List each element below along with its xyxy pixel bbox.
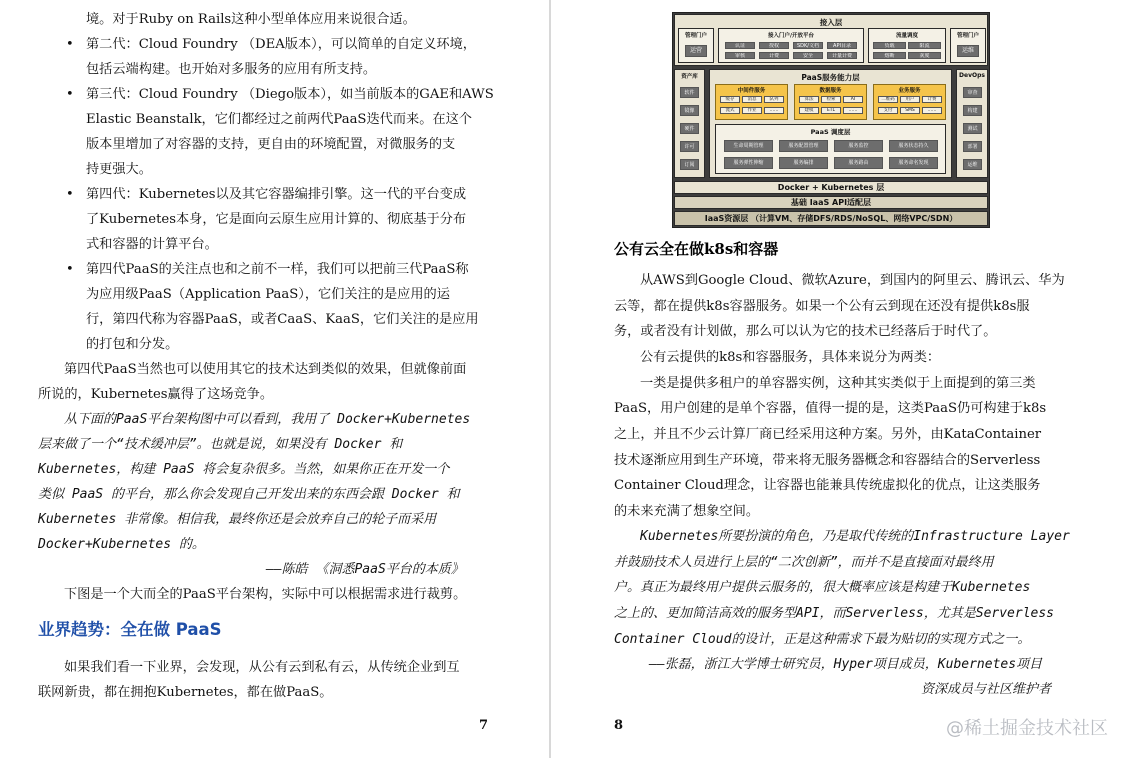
quote-line: Kubernetes所要扮演的角色，乃是取代传统的Infrastructure Layer xyxy=(640,529,1070,544)
text-line: 下图是一个大而全的PaaS平台架构，实际中可以根据需求进行裁剪。 xyxy=(64,587,467,602)
text-line: 式和容器的计算平台。 xyxy=(86,237,218,252)
text-line: 为应用级PaaS（Application PaaS），它们关注的是应用的运 xyxy=(86,287,450,302)
bullet-icon: • xyxy=(66,262,74,277)
text-line: 境。对于Ruby on Rails这种小型单体应用来说很合适。 xyxy=(86,12,416,27)
data-service: 数据服务 算法 检索 AI 建模 ETL …… xyxy=(794,84,867,120)
text-line: 第四代：Kubernetes以及其它容器编排引擎。这一代的平台变成 xyxy=(86,187,467,202)
page-number: 8 xyxy=(614,718,624,733)
text-line: 所说的，Kubernetes赢得了这场竞争。 xyxy=(38,387,274,402)
text-line: 第四代PaaS当然也可以使用其它的技术达到类似的效果，但就像前面 xyxy=(64,362,467,377)
text-line: 第三代：Cloud Foundry （Diego版本），如当前版本的GAE和AWS xyxy=(86,87,494,102)
text-line: 公有云提供的k8s和容器服务，具体来说分为两类： xyxy=(640,350,941,365)
text-line: 第四代PaaS的关注点也和之前不一样，我们可以把前三代PaaS称 xyxy=(86,262,469,277)
asset-library: 资产库 软件 镜像 硬件 许可 订阅 xyxy=(674,69,705,178)
bullet-icon: • xyxy=(66,187,74,202)
text-line: Elastic Beanstalk，它们都经过之前两代PaaS迭代而来。在这个 xyxy=(86,112,472,127)
mgmt-portal-right: 管理门户 运维 xyxy=(950,28,986,63)
quote-line: 之上的、更加简洁高效的服务型API，而Serverless，尤其是Serverless xyxy=(614,606,1055,621)
text-line: 联网新贵，都在拥抱Kubernetes，都在做PaaS。 xyxy=(38,685,333,700)
docker-k8s-layer: Docker + Kubernetes 层 xyxy=(674,181,988,194)
access-layer: 接入层 管理门户 运营 接入门户/开放平台 认证 授权 SDK/文档 API目录 审核 计费 安全 计量计费 流量调度 负载 限流 熔断 灰度 管理门户 运维 xyxy=(674,14,988,66)
quote-line: 层来做了一个“技术缓冲层”。也就是说，如果没有 Docker 和 xyxy=(38,437,403,452)
text-line: 如果我们看一下业界，会发现，从公有云到私有云，从传统企业到互 xyxy=(64,660,460,675)
text-line: 技术逐渐应用到生产环境，带来将无服务器概念和容器结合的Serverless xyxy=(614,453,1041,468)
quote-attribution: ——陈皓 《洞悉PaaS平台的本质》 xyxy=(266,562,464,577)
quote-line: 从下面的PaaS平台架构图中可以看到，我用了 Docker+Kubernetes xyxy=(64,412,471,427)
traffic-scheduling: 流量调度 负载 限流 熔断 灰度 xyxy=(868,28,946,63)
text-line: 版本里增加了对容器的支持，更自由的环境配置，对微服务的支 xyxy=(86,137,456,152)
left-page xyxy=(0,0,549,758)
text-line: 持更强大。 xyxy=(86,162,152,177)
paas-architecture-diagram xyxy=(672,12,990,228)
quote-line: 类似 PaaS 的平台，那么你会发现自己开发出来的东西会跟 Docker 和 xyxy=(38,487,460,502)
iaas-resource-layer: IaaS资源层 （计算VM、存储DFS/RDS/NoSQL、网络VPC/SDN） xyxy=(674,211,988,226)
text-line: 务，或者没有计划做，那么可以认为它的技术已经落后于时代了。 xyxy=(614,324,997,339)
text-line: 第二代：Cloud Foundry （DEA版本），可以简单的自定义环境， xyxy=(86,37,476,52)
business-service: 业务服务 二维码 用户 计费 支付 SMS …… xyxy=(873,84,946,120)
iaas-api-layer: 基础 IaaS API适配层 xyxy=(674,196,988,209)
text-line: 之上，并且不少云计算厂商已经采用这种方案。另外，由KataContainer xyxy=(614,427,1042,442)
text-line: 了Kubernetes本身，它是面向云原生应用计算的、彻底基于分布 xyxy=(86,212,467,227)
text-line: 的打包和分发。 xyxy=(86,337,179,352)
access-portal: 接入门户/开放平台 认证 授权 SDK/文档 API目录 审核 计费 安全 计量计费 xyxy=(718,28,864,63)
quote-line: Kubernetes 非常像。相信我，最终你还是会放弃自己的轮子而采用 xyxy=(38,512,437,527)
quote-attribution: 资深成员与社区维护者 xyxy=(921,682,1052,697)
text-line: Container Cloud理念，让容器也能兼具传统虚拟化的优点，让这类服务 xyxy=(614,478,1041,493)
paas-capability-layer: PaaS服务能力层 中间件服务 缓存 消息 队列 流式 作业 …… 数据服务 算法 检索 AI 建模 ETL …… 业务服务 二维码 用户 计费 支付 SMS …… PaaS 调度层 生命周期管理 服务配置管理 服务监控 服务状态持久 服务弹性伸缩 服务编排 服务路由 服务命名发现 xyxy=(709,69,952,178)
devops-column: DevOps 审查 构建 测试 部署 运维 xyxy=(956,69,988,178)
text-line: 从AWS到Google Cloud、微软Azure，到国内的阿里云、腾讯云、华为 xyxy=(640,273,1065,288)
quote-line: Container Cloud的设计，正是这种需求下最为贴切的实现方式之一。 xyxy=(614,632,1031,647)
bullet-icon: • xyxy=(66,87,74,102)
text-line: 的未来充满了想象空间。 xyxy=(614,504,760,519)
watermark: @稀土掘金技术社区 xyxy=(946,718,1108,739)
quote-line: 户。真正为最终用户提供云服务的，很大概率应该是构建于Kubernetes xyxy=(614,580,1031,595)
quote-attribution: ——张磊，浙江大学博士研究员，Hyper项目成员，Kubernetes项目 xyxy=(649,657,1043,672)
bullet-icon: • xyxy=(66,37,74,52)
paas-scheduling-layer: PaaS 调度层 生命周期管理 服务配置管理 服务监控 服务状态持久 服务弹性伸缩 服务编排 服务路由 服务命名发现 xyxy=(715,124,946,174)
text-line: 一类是提供多租户的单容器实例，这种其实类似于上面提到的第三类 xyxy=(640,376,1036,391)
section-heading: 公有云全在做k8s和容器 xyxy=(614,240,779,258)
quote-line: Docker+Kubernetes 的。 xyxy=(38,537,205,552)
text-line: 包括云端构建。也开始对多服务的应用有所支持。 xyxy=(86,62,377,77)
text-line: 云等，都在提供k8s容器服务。如果一个公有云到现在还没有提供k8s服 xyxy=(614,299,1030,314)
text-line: 行，第四代称为容器PaaS，或者CaaS、KaaS，它们关注的是应用 xyxy=(86,312,479,327)
quote-line: 并鼓励技术人员进行上层的“二次创新”，而并不是直接面对最终用 xyxy=(614,555,994,570)
quote-line: Kubernetes，构建 PaaS 将会复杂很多。当然，如果你正在开发一个 xyxy=(38,462,450,477)
mgmt-portal-left: 管理门户 运营 xyxy=(678,28,714,63)
section-heading: 业界趋势：全在做 PaaS xyxy=(38,620,222,639)
middleware-service: 中间件服务 缓存 消息 队列 流式 作业 …… xyxy=(715,84,788,120)
text-line: PaaS，用户创建的是单个容器，值得一提的是，这类PaaS仍可构建于k8s xyxy=(614,401,1047,416)
page-number: 7 xyxy=(479,718,489,733)
